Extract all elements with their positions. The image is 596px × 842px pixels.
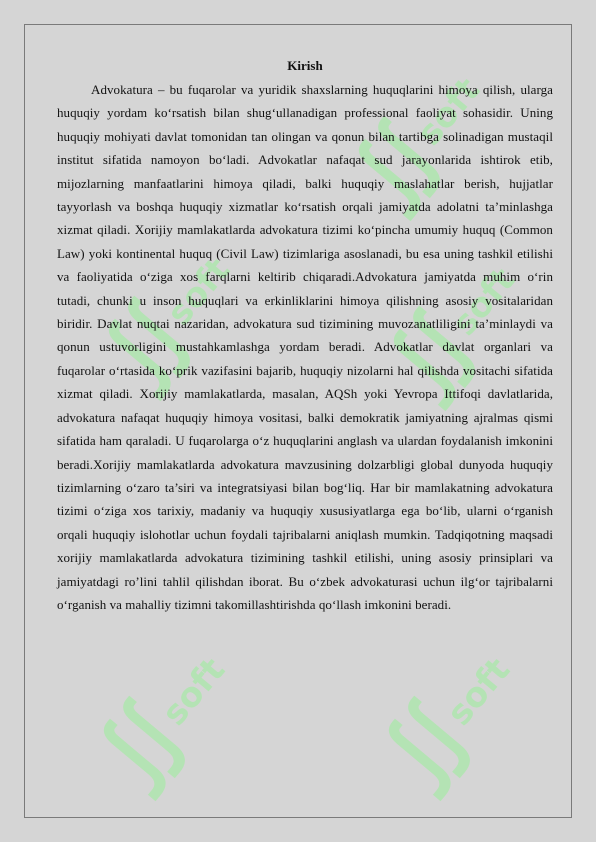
- document-body: [57, 55, 553, 616]
- svg-text:soft: soft: [154, 650, 234, 734]
- svg-text:soft: soft: [159, 250, 239, 334]
- document-title: Kirish: [287, 58, 323, 73]
- svg-text:soft: soft: [409, 70, 489, 154]
- svg-text:soft: soft: [439, 650, 519, 734]
- watermark-logo: [360, 650, 519, 810]
- document-paragraph: Advokatura – bu fuqarolar va yuridik shaxslarning huquqlarini himoya qilish, ularga huquqiy yordam ko‘rsatish bilan shug‘ullanadigan professional faoliyat sohasidir. Uning huquqiy mohiyati davlat tomonidan tan olingan va qonun bilan tartibga solinadigan mustaqil institut sifatida namoyon bo‘ladi. Advokatlar nafaqat sud jarayonlarida ishtirok etib, mijozlarning manfaatlarini himoya qiladi, balki huquqiy maslahatlar berish, hujjatlar tayyorlash va boshqa huquqiy xizmatlar ko‘rsatish orqali jamiyatda adolatni ta’minlashga xizmat qiladi. Xorijiy mamlakatlarda advokatura tizimi ko‘pincha umumiy huquq (Common Law) yoki kontinental huquq (Civil Law) tizimlariga asoslanadi, bu esa uning tashkil etilishi va faoliyatida o‘ziga xos farqlarni keltirib chiqaradi.Advokatura jamiyatda muhim o‘rin tutadi, chunki u inson huquqlari va erkinliklarini himoya qilishning asosiy vositalaridan biridir. Davlat nuqtai nazaridan, advokatura sud tizimining muvozanatliligini ta’minlaydi va qonun ustuvorligini mustahkamlashga yordam beradi. Advokatlar davlat organlari va fuqarolar o‘rtasida ko‘prik vazifasini bajarib, huquqiy nizolarni hal qilishda vositachi sifatida xizmat qiladi. Xorijiy mamlakatlarda, masalan, AQSh yoki Yevropa Ittifoqi davlatlarida, advokatura nafaqat huquqiy himoya vositasi, balki demokratik jamiyatning ajralmas qismi sifatida ham qaraladi. U fuqarolarga o‘z huquqlarini anglash va ulardan foydalanish imkonini beradi.Xorijiy mamlakatlarda advokatura mavzusining dolzarbligi global dunyoda huquqiy tizimlarning o‘zaro ta’siri va integratsiyasi bilan bog‘liq. Har bir mamlakatning advokatura tizimi o‘ziga xos tarixiy, madaniy va huquqiy xususiyatlarga ega bo‘lib, ularni o‘rganish orqali huquqiy islohotlar uchun foydali tajribalarni aniqlash mumkin. Tadqiqotning maqsadi xorijiy mamlakatlarda advokatura tizimining tashkil etilishi, uning asosiy prinsiplari va jamiyatdagi ro’lini tahlil qilishdan iborat. Bu o‘zbek advokaturasi uchun ilg‘or tajribalarni o‘rganish va mahalliy tizimni takomillashtirishda qo‘llash imkonini beradi.: [57, 82, 553, 612]
- watermark-logo: [75, 650, 234, 810]
- svg-text:soft: soft: [444, 260, 524, 344]
